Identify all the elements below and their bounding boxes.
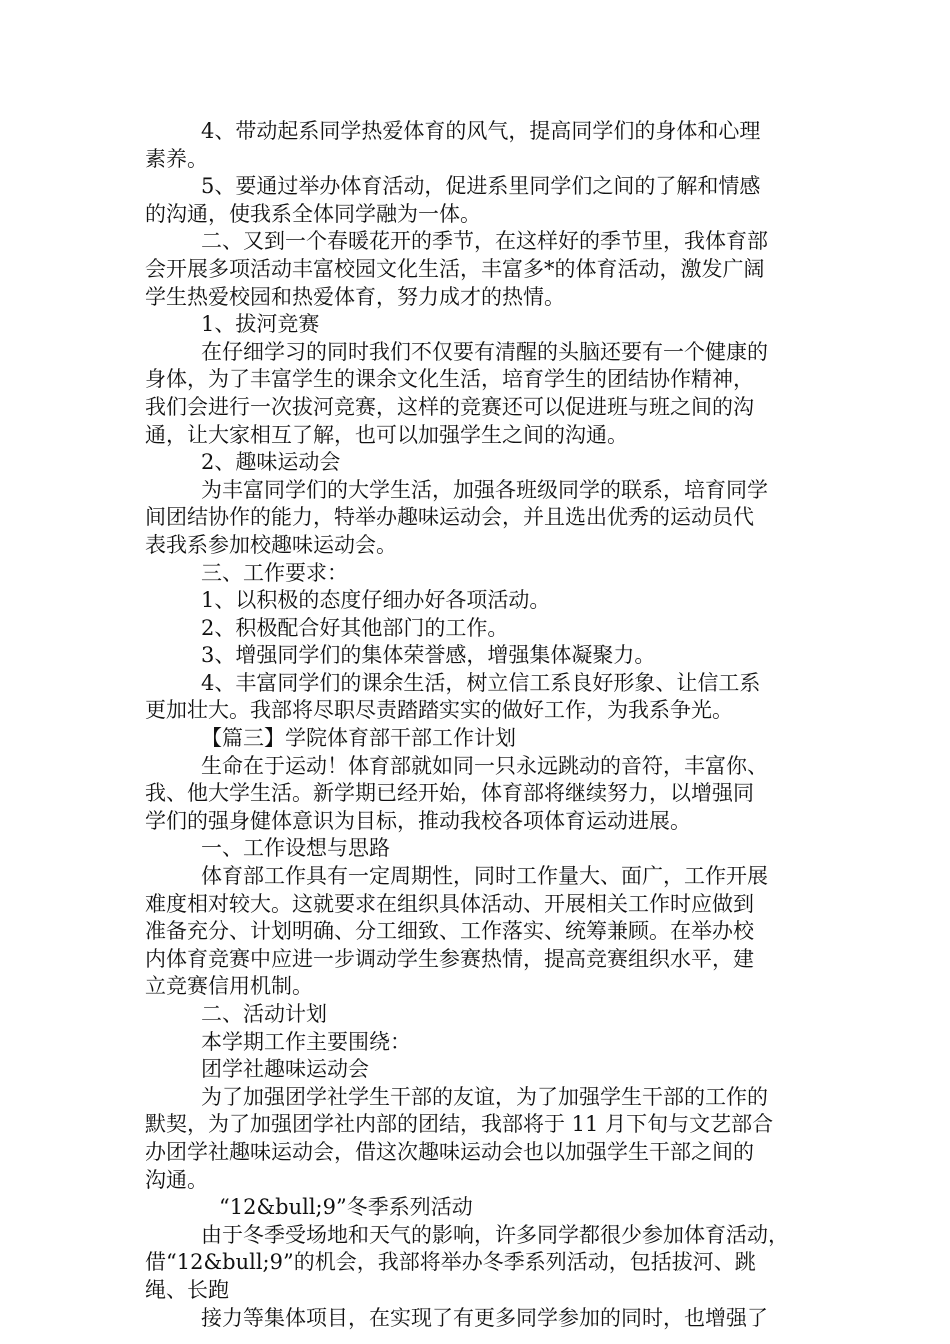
text-line: 我们会进行一次拔河竞赛，这样的竞赛还可以促进班与班之间的沟 (145, 394, 754, 419)
text-line: 通，让大家相互了解，也可以加强学生之间的沟通。 (145, 422, 628, 447)
text-line: 学们的强身健体意识为目标，推动我校各项体育运动进展。 (145, 808, 691, 833)
subsection-heading: 团学社趣味运动会 (201, 1057, 369, 1082)
text-line: 内体育竞赛中应进一步调动学生参赛热情，提高竞赛组织水平，建 (145, 946, 754, 971)
text-line: 为丰富同学们的大学生活，加强各班级同学的联系，培育同学 (201, 477, 768, 502)
text-line: 体育部工作具有一定周期性，同时工作量大、面广，工作开展 (201, 864, 768, 889)
subsection-heading: “12&bull;9”冬季系列活动 (219, 1195, 473, 1220)
text-line: 间团结协作的能力，特举办趣味运动会，并且选出优秀的运动员代 (145, 505, 754, 530)
text-line: 二、又到一个春暖花开的季节，在这样好的季节里，我体育部 (201, 229, 768, 254)
text-line: 表我系参加校趣味运动会。 (145, 532, 397, 557)
text-line: 在仔细学习的同时我们不仅要有清醒的头脑还要有一个健康的 (201, 339, 768, 364)
section-heading: 一、工作设想与思路 (201, 836, 390, 861)
text-line: 由于冬季受场地和天气的影响，许多同学都很少参加体育活动， (201, 1222, 789, 1247)
text-line: 接力等集体项目，在实现了有更多同学参加的同时，也增强了 (201, 1305, 768, 1330)
text-line: 生命在于运动！体育部就如同一只永远跳动的音符，丰富你、 (201, 753, 768, 778)
text-line: 默契，为了加强团学社内部的团结，我部将于 11 月下旬与文艺部合 (145, 1112, 774, 1137)
text-line: 会开展多项活动丰富校园文化生活，丰富多*的体育活动，激发广阔 (145, 256, 765, 281)
chapter-title: 【篇三】学院体育部干部工作计划 (201, 726, 516, 751)
text-line: 准备充分、计划明确、分工细致、工作落实、统筹兼顾。在举办校 (145, 919, 754, 944)
list-item: 3、增强同学们的集体荣誉感，增强集体凝聚力。 (201, 643, 656, 668)
text-line: 为了加强团学社学生干部的友谊，为了加强学生干部的工作的 (201, 1084, 768, 1109)
list-item: 1、以积极的态度仔细办好各项活动。 (201, 588, 551, 613)
text-line: 素养。 (145, 146, 208, 171)
text-line: 5、要通过举办体育活动，促进系里同学们之间的了解和情感 (201, 174, 761, 199)
section-heading: 2、趣味运动会 (201, 450, 341, 475)
text-line: 立竞赛信用机制。 (145, 974, 313, 999)
document-body (145, 118, 813, 1332)
section-heading: 1、拔河竞赛 (201, 312, 320, 337)
text-line: 学生热爱校园和热爱体育，努力成才的热情。 (145, 284, 565, 309)
list-item: 4、丰富同学们的课余生活，树立信工系良好形象、让信工系 (201, 670, 761, 695)
text-line: 沟通。 (145, 1167, 208, 1192)
text-line: 借“12&bull;9”的机会，我部将举办冬季系列活动，包括拔河、跳 (145, 1250, 756, 1275)
section-heading: 三、工作要求： (201, 560, 348, 585)
text-line: 4、带动起系同学热爱体育的风气，提高同学们的身体和心理 (201, 119, 761, 143)
text-line: 我、他大学生活。新学期已经开始，体育部将继续努力，以增强同 (145, 781, 754, 806)
text-line: 难度相对较大。这就要求在组织具体活动、开展相关工作时应做到 (145, 891, 754, 916)
text-line: 绳、长跑 (145, 1277, 229, 1302)
text-line: 的沟通，使我系全体同学融为一体。 (145, 201, 481, 226)
text-line: 办团学社趣味运动会，借这次趣味运动会也以加强学生干部之间的 (145, 1139, 754, 1164)
section-heading: 二、活动计划 (201, 1002, 327, 1026)
text-line: 更加壮大。我部将尽职尽责踏踏实实的做好工作，为我系争光。 (145, 698, 733, 723)
list-item: 2、积极配合好其他部门的工作。 (201, 615, 509, 640)
text-line: 身体，为了丰富学生的课余文化生活，培育学生的团结协作精神， (145, 367, 754, 392)
text-line: 本学期工作主要围绕： (201, 1029, 411, 1054)
